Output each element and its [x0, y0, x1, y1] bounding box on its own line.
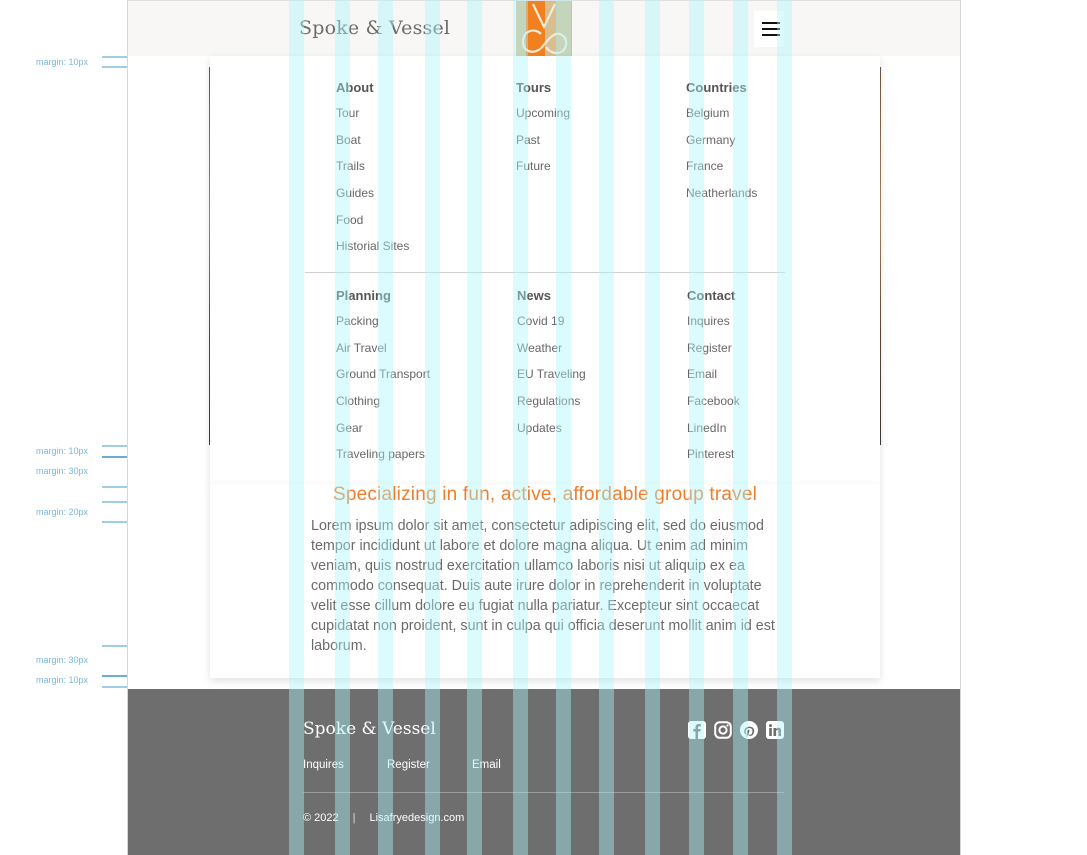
section-title: Contact — [687, 288, 736, 303]
menu-item[interactable]: Gear — [336, 420, 363, 435]
menu-item[interactable]: Guides — [336, 186, 375, 201]
menu-item[interactable]: Email — [687, 367, 718, 382]
margin-line — [102, 521, 128, 523]
logo-monogram-icon — [516, 1, 572, 57]
site-header — [128, 0, 960, 56]
margin-line — [102, 486, 128, 488]
menu-item[interactable]: Clothing — [336, 394, 381, 409]
section-title: Tours — [516, 80, 552, 95]
margin-label: margin: 30px — [36, 466, 89, 476]
menu-item[interactable]: Register — [687, 340, 732, 355]
linkedin-icon[interactable] — [766, 721, 784, 739]
menu-item[interactable]: Updates — [517, 420, 562, 435]
footer-link-register[interactable]: Register — [387, 759, 430, 771]
margin-line — [102, 66, 128, 68]
menu-item[interactable]: EU Traveling — [517, 367, 586, 382]
footer-copyright — [303, 812, 464, 824]
menu-item[interactable]: Tour — [336, 106, 360, 120]
menu-item[interactable]: Future — [516, 159, 551, 174]
menu-item[interactable]: Boat — [336, 132, 361, 147]
menu-item[interactable]: Upcoming — [516, 106, 571, 120]
menu-section-planning — [336, 288, 430, 474]
menu-item[interactable]: Facebook — [687, 394, 740, 409]
menu-item[interactable]: Covid 19 — [517, 314, 565, 328]
instagram-icon[interactable] — [714, 721, 732, 739]
menu-item[interactable]: Regulations — [517, 394, 581, 409]
menu-item[interactable]: Weather — [517, 340, 563, 355]
pinterest-icon[interactable] — [740, 721, 758, 739]
margin-line — [102, 645, 128, 647]
copyright-text: © 2022 — [303, 812, 339, 824]
intro-paragraph: Lorem ipsum dolor sit amet, consectetur adipiscing elit, sed do eiusmod tempor incididunt ut labore et dolore magna aliqua. Ut enim ad minim veniam, quis nostrud exercitation ullamco laboris nisi ut aliquip ex ea commodo consequat. Duis aute irure dolor in reprehenderit in voluptate velit esse cillum dolore eu fugiat nulla pariatur. Excepteur sint occaecat cupidatat non proident, sunt in culpa qui officia deserunt mollit anim id est laborum. — [311, 518, 775, 654]
intro-card — [210, 484, 880, 678]
menu-item[interactable]: Inquires — [687, 314, 730, 328]
margin-label: margin: 10px — [36, 57, 89, 67]
section-title: Countries — [686, 80, 747, 95]
menu-item[interactable]: LinedIn — [687, 420, 727, 435]
menu-item[interactable]: Ground Transport — [336, 367, 431, 382]
menu-section-countries — [686, 80, 757, 213]
margin-line — [102, 501, 128, 503]
section-title: Planning — [336, 288, 391, 303]
menu-item[interactable]: Past — [516, 132, 541, 147]
site-logo[interactable] — [516, 1, 572, 57]
menu-section-tours — [516, 80, 570, 186]
margin-label: margin: 30px — [36, 655, 89, 665]
menu-item[interactable]: Packing — [336, 314, 379, 328]
section-title: About — [336, 80, 374, 95]
menu-item[interactable]: Belgium — [686, 106, 730, 120]
site-footer — [128, 689, 960, 855]
tagline-heading: Specializing in fun, active, affordable group travel — [332, 484, 758, 505]
footer-brand[interactable]: Spoke & Vessel — [303, 719, 436, 739]
menu-item[interactable]: France — [686, 159, 724, 174]
menu-item[interactable]: Neatherlands — [686, 186, 758, 201]
menu-divider — [305, 272, 785, 273]
margin-line — [102, 675, 128, 677]
margin-line — [102, 456, 128, 458]
page-frame — [127, 0, 961, 855]
hamburger-menu-icon[interactable] — [754, 11, 784, 47]
menu-section-news — [517, 288, 586, 447]
margin-line — [102, 56, 128, 58]
menu-item[interactable]: Air Travel — [336, 340, 387, 355]
brand-name[interactable]: Spoke & Vessel — [299, 17, 451, 39]
menu-section-about — [336, 80, 409, 266]
margin-label: margin: 10px — [36, 675, 89, 685]
margin-line — [102, 445, 128, 447]
footer-divider — [303, 792, 784, 793]
menu-item[interactable]: Food — [336, 212, 364, 227]
footer-link-email[interactable]: Email — [472, 759, 501, 771]
footer-link-inquires[interactable]: Inquires — [303, 759, 344, 771]
menu-item[interactable]: Historial Sites — [336, 239, 410, 254]
menu-item[interactable]: Traveling papers — [336, 447, 425, 462]
margin-line — [102, 686, 128, 688]
menu-item[interactable]: Pinterest — [687, 447, 735, 462]
section-title: News — [517, 288, 551, 303]
designer-link[interactable]: Lisafryedesign.com — [369, 812, 465, 824]
menu-item[interactable]: Germany — [686, 132, 736, 147]
menu-item[interactable]: Trails — [336, 159, 365, 174]
copyright-separator: | — [352, 812, 356, 824]
mega-menu-dropdown — [210, 56, 880, 484]
margin-label: margin: 10px — [36, 446, 89, 456]
menu-section-contact — [687, 288, 740, 474]
margin-label: margin: 20px — [36, 507, 89, 517]
facebook-icon[interactable] — [688, 721, 706, 739]
